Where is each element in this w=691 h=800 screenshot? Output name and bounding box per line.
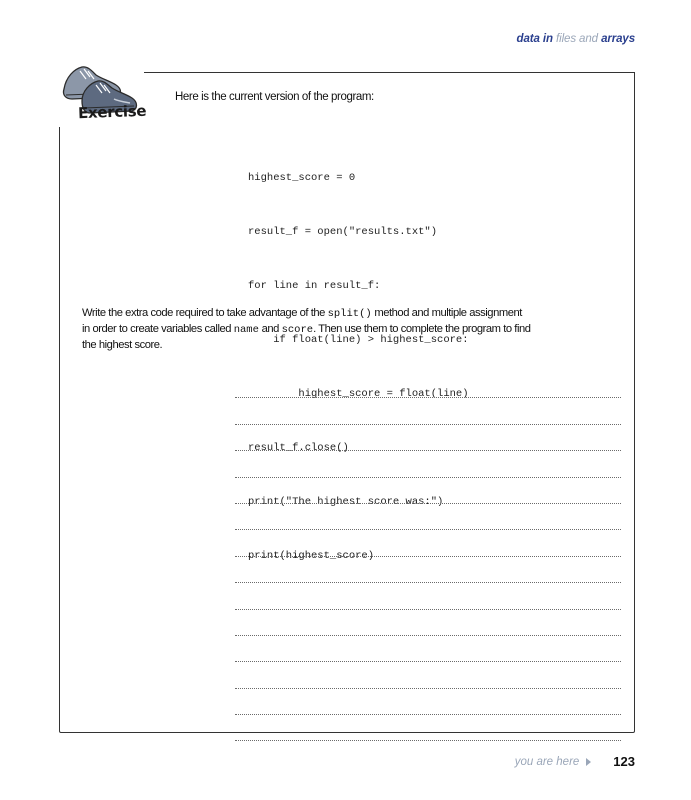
answer-line[interactable] xyxy=(235,636,621,662)
answer-line[interactable] xyxy=(235,478,621,504)
you-are-here-label: you are here xyxy=(514,755,580,768)
answer-line[interactable] xyxy=(235,610,621,636)
answer-line[interactable] xyxy=(235,583,621,609)
instructions-part: . Then use them to complete the program to find the highest score. xyxy=(82,323,531,351)
code-line: highest_score = float(line) xyxy=(248,388,469,400)
inline-code-score: score xyxy=(281,324,314,336)
code-line: for line in result_f: xyxy=(248,280,381,292)
code-line: print(highest_score) xyxy=(248,550,375,562)
code-line: print("The highest score was:") xyxy=(248,496,444,508)
answer-line[interactable] xyxy=(235,530,621,556)
answer-line[interactable] xyxy=(235,715,621,741)
code-line: if float(line) > highest_score: xyxy=(248,334,469,346)
page-footer xyxy=(515,754,635,769)
answer-line[interactable] xyxy=(235,398,621,424)
triangle-right-icon xyxy=(586,758,591,766)
header-part-2: files and xyxy=(556,33,598,45)
instructions-part: Write the extra code required to take advantage of the xyxy=(82,307,328,319)
header-part-1: data in xyxy=(516,33,553,45)
answer-line[interactable] xyxy=(235,662,621,688)
answer-line[interactable] xyxy=(235,504,621,530)
answer-line[interactable] xyxy=(235,451,621,477)
intro-text: Here is the current version of the program: xyxy=(175,91,374,103)
answer-line[interactable] xyxy=(235,425,621,451)
running-header xyxy=(517,33,635,45)
exercise-label: Exercise xyxy=(77,101,147,123)
code-line: highest_score = 0 xyxy=(248,172,356,184)
code-line: result_f = open("results.txt") xyxy=(248,226,438,238)
instructions-part: method and multiple assignment in order to create variables called xyxy=(82,307,522,335)
answer-line[interactable] xyxy=(235,372,621,398)
instructions-text xyxy=(82,306,532,353)
page-number: 123 xyxy=(613,754,635,769)
inline-code-name: name xyxy=(233,324,259,336)
answer-area xyxy=(235,372,621,741)
inline-code-split: split() xyxy=(327,308,372,320)
instructions-part: and xyxy=(258,323,282,335)
answer-line[interactable] xyxy=(235,689,621,715)
answer-line[interactable] xyxy=(235,557,621,583)
code-line: result_f.close() xyxy=(248,442,349,454)
header-part-3: arrays xyxy=(601,33,635,45)
